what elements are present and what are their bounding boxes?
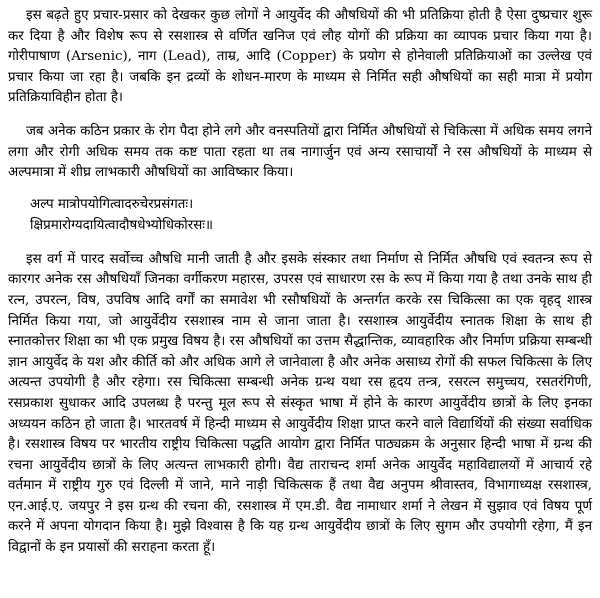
sanskrit-verse	[30, 194, 592, 236]
document-page	[8, 6, 592, 559]
verse-line-2: क्षिप्रमारोग्यदायित्वादौषधेभ्योधिकोरसः॥	[30, 217, 213, 233]
paragraph-3: इस वर्ग में पारद सर्वोच्च औषधि मानी जाती है और इसके संस्कार तथा निर्माण से निर्मित औषधि एवं स्वतन्त्र रूप से कारगर अनेक रस औषधियाँ जिनका वर्गीकरण महारस, उपरस एवं साधारण रस के रूप में किया गया है तथा उनके साथ ही रत्न, उपरत्न, विष, उपविष आदि वर्गों का समावेश भी रसौषधियों के अन्तर्गत करके रस चिकित्सा का एक वृहद् शास्त्र निर्मित किया गया, जो आयुर्वेदीय रसशास्त्र नाम से जाना जाता है। रसशास्त्र आयुर्वेदीय स्नातक शिक्षा के साथ ही स्नातकोत्तर शिक्षा का भी एक प्रमुख विषय है। रस औषधियों का उत्तम सैद्धान्तिक, व्यावहारिक और निर्माण प्रक्रिया सम्बन्धी ज्ञान आयुर्वेद के यश और कीर्ति को और अधिक आगे ले जानेवाला है और अनेक असाध्य रोगों की सफल चिकित्सा के लिए अत्यन्त उपयोगी है और रहेगा। रस चिकित्सा सम्बन्धी अनेक ग्रन्थ यथा रस हृदय तन्त्र, रसरत्न समुच्चय, रसतरंगिणी, रसप्रकाश सुधाकर आदि उपलब्ध है परन्तु मूल रूप से संस्कृत भाषा में होने के कारण आयुर्वेदीय छात्रों के लिए इनका अध्ययन कठिन हो जाता है। भारतवर्ष में हिन्दी माध्यम से आयुर्वेदीय शिक्षा प्राप्त करने वाले विद्यार्थियों की संख्या सर्वाधिक है। रसशास्त्र विषय पर भारतीय राष्ट्रीय चिकित्सा पद्धति आयोग द्वारा निर्मित पाठ्यक्रम के अनुसार हिन्दी भाषा में ग्रन्थ की रचना आयुर्वेदीय छात्रों के लिए अत्यन्त लाभकारी होगी। वैद्य ताराचन्द शर्मा अनेक आयुर्वेद महाविद्यालयों में आचार्य रहे वर्तमान में राष्ट्रीय गुरु एवं दिल्ली में जाने, माने नाड़ी चिकित्सक हैं तथा वैद्य अनुपम श्रीवास्तव, विभागाध्यक्ष रसशास्त्र, एन.आई.ए. जयपुर ने इस ग्रन्थ की रचना की, रसशास्त्र में एम.डी. वैद्य नामाधार शर्मा ने लेखन में सुझाव एवं विषय पूर्ण करने में अपना योगदान किया है। मुझे विश्वास है कि यह ग्रन्थ आयुर्वेदीय छात्रों के लिए सुगम और उपयोगी रहेगा, मैं इन विद्वानों के इन प्रयासों की सराहना करता हूँ।	[8, 251, 592, 556]
paragraph-2: जब अनेक कठिन प्रकार के रोग पैदा होने लगे और वनस्पतियों द्वारा निर्मित औषधियों से चिकित्सा में अधिक समय लगने लगा और रोगी अधिक समय तक कष्ट पाता रहता था तब नागार्जुन एवं अन्य रसाचार्यों ने रस औषधियों के माध्यम से अल्पमात्रा में शीघ्र लाभकारी औषधियों का आविष्कार किया।	[8, 123, 592, 181]
verse-line-1: अल्प मात्रोपयोगित्वादरुचेरप्रसंगतः।	[30, 196, 194, 212]
paragraph-1: इस बढ़ते हुए प्रचार-प्रसार को देखकर कुछ लोगों ने आयुर्वेद की औषधियों की भी प्रतिक्रिया होती है ऐसा दुष्प्रचार शुरू कर दिया है और विशेष रूप से रसशास्त्र से वर्णित खनिज एवं लौह योगों की प्रक्रिया का व्यापक प्रचार किया गया है। गोरीपाषाण (Arsenic), नाग (Lead), ताम्र, आदि (Copper) के प्रयोग से होनेवाली प्रतिक्रियाओं का उल्लेख एवं प्रचार किया जा रहा है। जबकि इन द्रव्यों के शोधन-मारण के माध्यम से निर्मित सही औषधियों का सही मात्रा में प्रयोग प्रतिक्रियाविहीन होता है।	[8, 8, 592, 106]
